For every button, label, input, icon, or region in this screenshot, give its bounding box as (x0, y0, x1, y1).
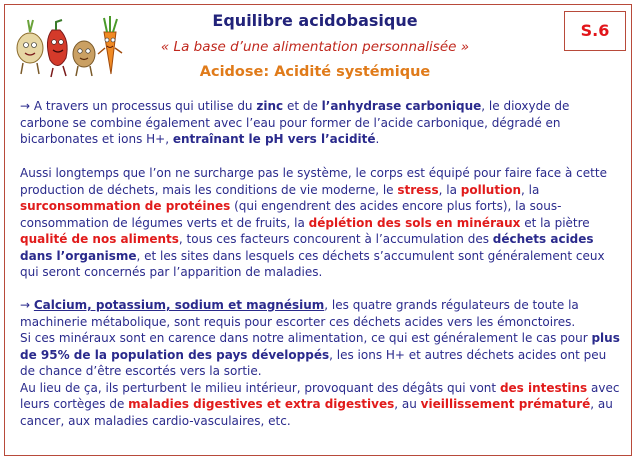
section-title: Acidose: Acidité systémique (199, 64, 431, 80)
text-run: Au lieu de ça, ils perturbent le milieu intérieur, provoquant des dégâts qui vont (20, 380, 500, 395)
text-run: Si ces minéraux sont en carence dans notre alimentation, ce qui est généralement le cas pour (20, 331, 592, 345)
text-run: , et les sites dans lesquels ces déchets s’accumulent sont généralement ceux qui seront concernés par l’apparition de maladies. (20, 248, 605, 279)
term-soil-depletion: déplétion des sols en minéraux (308, 215, 521, 230)
paragraph-modern-factors (20, 165, 620, 281)
term-ph-acidity: entraînant le pH vers l’acidité (172, 132, 376, 146)
text-run: (qui engendrent des acides encore plus forts), la sous-consommation de légumes verts et de fruits, la (20, 199, 562, 230)
paragraph-minerals (20, 297, 620, 429)
slide-number-badge: S.6 (564, 11, 626, 51)
text-run: et de (283, 99, 322, 113)
vegetable-characters-logo (8, 8, 126, 80)
term-stress: stress (397, 182, 439, 197)
text-run: , la (438, 182, 461, 197)
term-95-percent: plus de 95% de la population des pays développés (20, 331, 620, 362)
text-run: , au cancer, aux maladies cardio-vasculaires, etc. (20, 397, 613, 428)
text-run: , tous ces facteurs concourent à l’accumulation des (178, 232, 493, 246)
text-run: , la (521, 182, 540, 197)
page-subtitle: « La base d’une alimentation personnalisée » (160, 39, 470, 55)
term-acid-waste: déchets acides dans l’organisme (20, 232, 594, 263)
term-protein-overconsumption: surconsommation de protéines (20, 199, 231, 213)
text-run: , au (394, 397, 421, 411)
term-premature-aging: vieillissement prématuré (420, 397, 591, 411)
text-run: et la piètre (520, 215, 590, 230)
text-run: , les quatre grands régulateurs de toute la machinerie métabolique, sont requis pour escorter ces déchets acides vers les émonctoires. (20, 298, 579, 329)
text-run: → (20, 298, 34, 312)
term-zinc: zinc (256, 99, 284, 113)
text-run: . (375, 132, 380, 146)
term-food-quality: qualité de nos aliments (20, 232, 179, 246)
term-pollution: pollution (460, 182, 521, 197)
term-intestines: des intestins (499, 380, 588, 395)
text-run: → A travers un processus qui utilise du (20, 99, 257, 113)
text-run: , les ions H+ et autres déchets acides ont peu de chance d’être escortés vers la sortie. (20, 347, 607, 378)
paragraph-carbonic-acid (20, 98, 620, 148)
term-digestive-diseases: maladies digestives et extra digestives (128, 397, 395, 411)
term-carbonic-anhydrase: l’anhydrase carbonique (321, 99, 482, 113)
text-run: , le dioxyde de carbone se combine également avec l’eau pour former de l’acide carbonique, dégradé en bicarbonates et ions H+, (20, 99, 570, 146)
term-minerals: Calcium, potassium, sodium et magnésium (33, 298, 325, 312)
text-run: Aussi longtemps que l’on ne surcharge pas le système, le corps est équipé pour faire face à cette production de déchets, mais les conditions de vie moderne, le (20, 166, 607, 197)
text-run: avec leurs cortèges de (20, 380, 620, 411)
page-title: Equilibre acidobasique (212, 11, 418, 30)
